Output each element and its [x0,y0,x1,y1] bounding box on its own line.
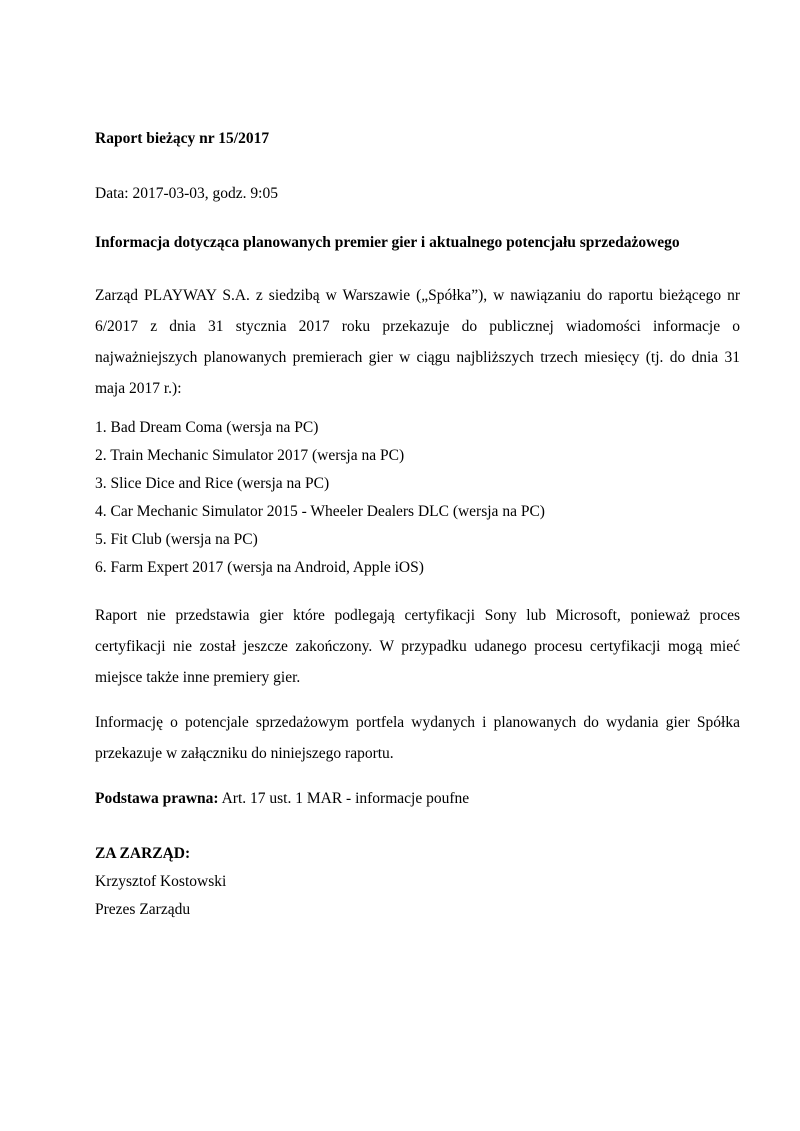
games-list [95,414,740,582]
signature-position: Prezes Zarządu [95,901,191,918]
legal-basis-line [95,783,740,814]
signature-heading: ZA ZARZĄD: [95,845,191,862]
attachment-paragraph: Informację o potencjale sprzedażowym portfela wydanych i planowanych do wydania gier Spółka przekazuje w załączniku do niniejszego raportu. [95,714,740,762]
list-item: 4. Car Mechanic Simulator 2015 - Wheeler Dealers DLC (wersja na PC) [95,503,545,520]
legal-basis-label: Podstawa prawna: [95,790,219,807]
certification-paragraph: Raport nie przedstawia gier które podlegają certyfikacji Sony lub Microsoft, ponieważ proces certyfikacji nie został jeszcze zakończony. W przypadku udanego procesu certyfikacji mogą mieć miejsce także inne premiery gier. [95,607,740,686]
report-body [95,123,740,924]
report-date: Data: 2017-03-03, godz. 9:05 [95,185,278,202]
list-item: 1. Bad Dream Coma (wersja na PC) [95,419,319,436]
list-item: 3. Slice Dice and Rice (wersja na PC) [95,475,330,492]
signature-name: Krzysztof Kostowski [95,873,227,890]
legal-basis-text: Art. 17 ust. 1 MAR - informacje poufne [218,790,470,807]
signature-block [95,840,740,924]
report-title: Raport bieżący nr 15/2017 [95,130,270,147]
report-heading: Informacja dotycząca planowanych premier gier i aktualnego potencjału sprzedażowego [95,234,680,251]
list-item: 5. Fit Club (wersja na PC) [95,531,258,548]
intro-paragraph: Zarząd PLAYWAY S.A. z siedzibą w Warszawie („Spółka”), w nawiązaniu do raportu bieżącego nr 6/2017 z dnia 31 stycznia 2017 roku przekazuje do publicznej wiadomości informacje o najważniejszych planowanych premierach gier w ciągu najbliższych trzech miesięcy (tj. do dnia 31 maja 2017 r.): [95,287,740,397]
list-item: 6. Farm Expert 2017 (wersja na Android, Apple iOS) [95,559,424,576]
list-item: 2. Train Mechanic Simulator 2017 (wersja na PC) [95,447,405,464]
